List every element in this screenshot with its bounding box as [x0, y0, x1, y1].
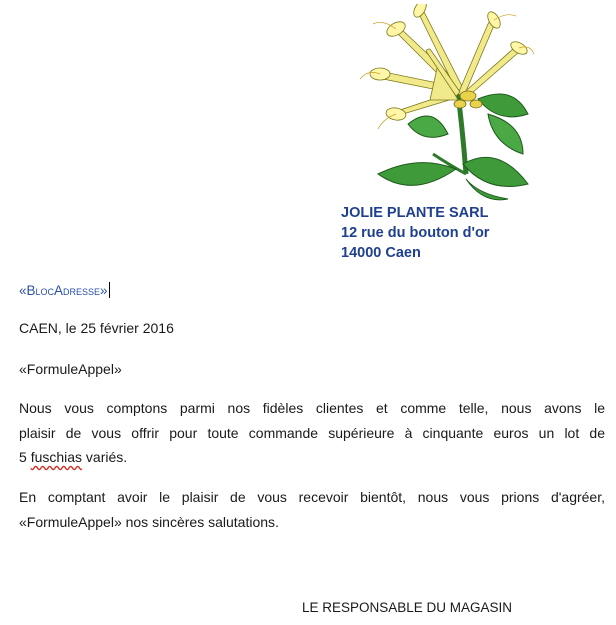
- address-merge-field[interactable]: «BlocAdresse»: [19, 283, 108, 298]
- misspelled-word[interactable]: fuschias: [30, 449, 83, 465]
- company-city: 14000 Caen: [341, 245, 421, 261]
- body-paragraph-1-line-2: plaisir de vous offrir pour toute commande supérieure à cinquante euros un lot de: [19, 424, 605, 441]
- signature-line: LE RESPONSABLE DU MAGASIN: [302, 600, 513, 615]
- body-paragraph-1-line-3: 5 fuschias variés.: [19, 449, 128, 465]
- body-paragraph-2: [19, 485, 605, 534]
- body-paragraph-2-line-2: «FormuleAppel» nos sincères salutations.: [19, 513, 279, 530]
- body-paragraph-1: [19, 396, 605, 470]
- company-letterhead: [341, 203, 489, 263]
- honeysuckle-flower-logo: [338, 4, 538, 204]
- company-street: 12 rue du bouton d'or: [341, 225, 490, 241]
- body-paragraph-1-line-1: Nous vous comptons parmi nos fidèles clientes et comme telle, nous avons le: [19, 400, 605, 416]
- date-line: CAEN, le 25 février 2016: [19, 320, 174, 336]
- address-merge-field-label: BlocAdresse: [26, 283, 101, 298]
- text-cursor: [109, 282, 110, 298]
- company-name: JOLIE PLANTE SARL: [341, 205, 489, 221]
- body-paragraph-2-line-1: En comptant avoir le plaisir de vous recevoir bientôt, nous vous prions d'agréer,: [19, 489, 605, 505]
- greeting-merge-field[interactable]: «FormuleAppel»: [19, 361, 122, 377]
